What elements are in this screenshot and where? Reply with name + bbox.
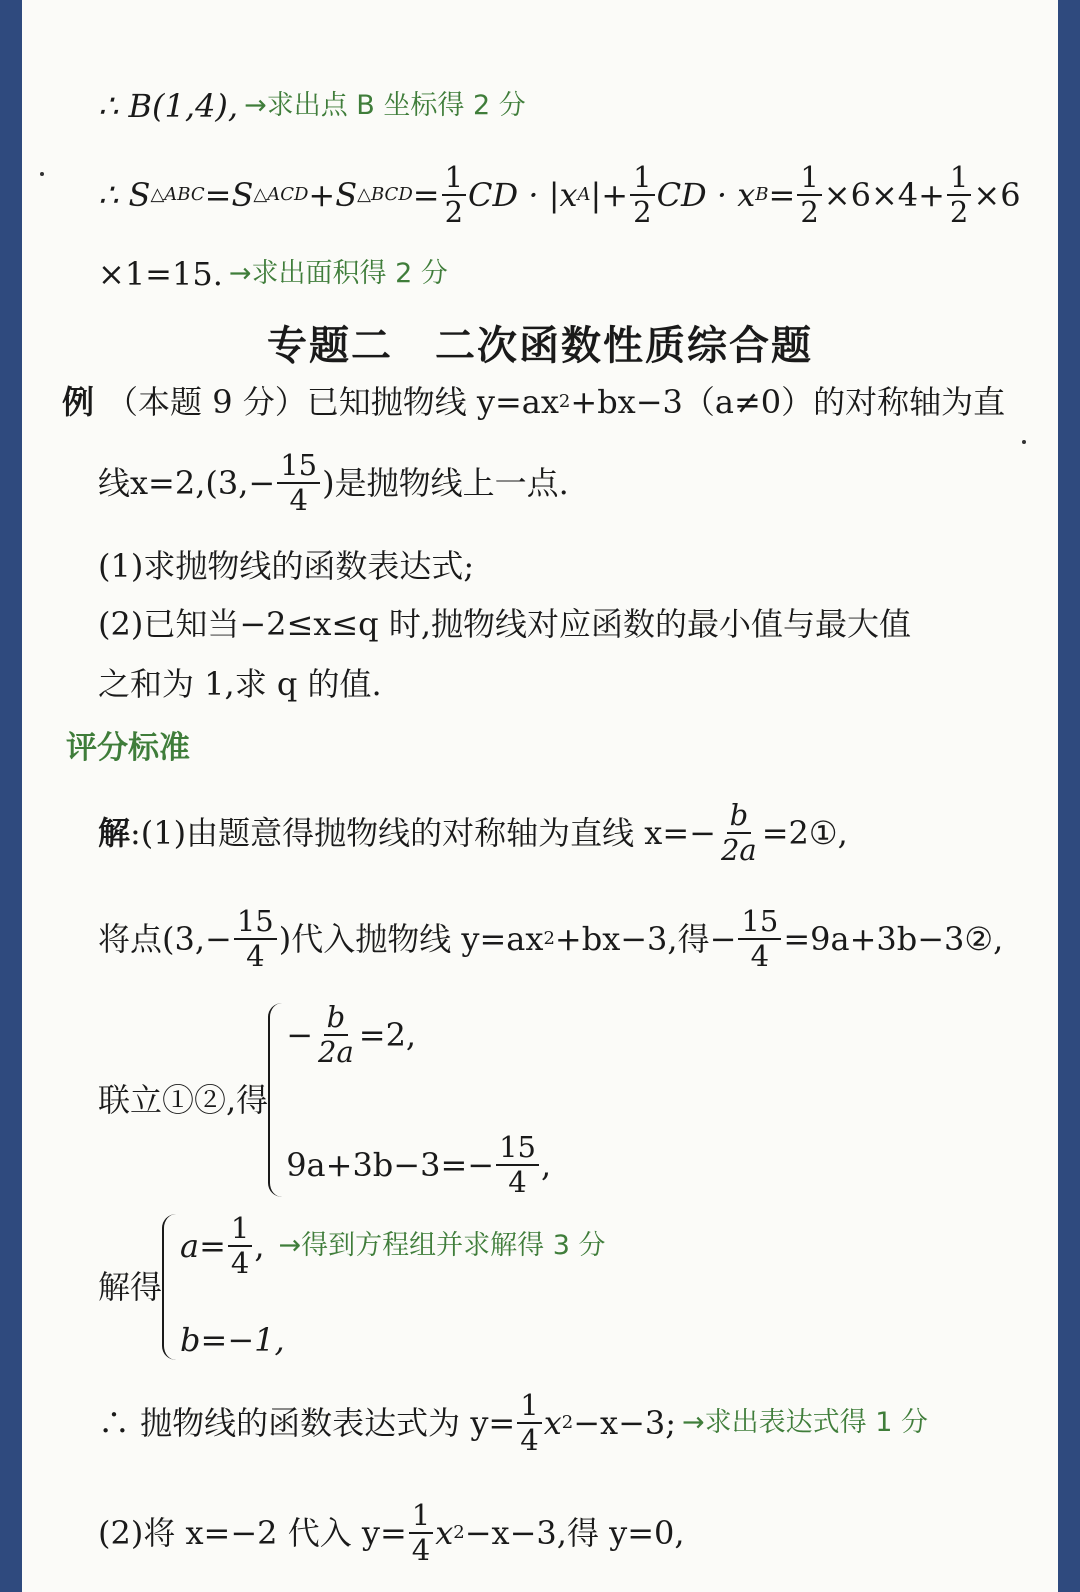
solution-line-area <box>98 152 1021 238</box>
solution-text: =9a+3b−3②, <box>783 920 1004 958</box>
subscript: A <box>577 184 591 205</box>
document-page <box>22 0 1058 1592</box>
question-text: 之和为 1,求 q 的值. <box>98 665 382 703</box>
example-line-1 <box>62 382 1005 422</box>
solution-text: +bx−3,得− <box>554 920 737 958</box>
solution-step-2 <box>98 896 1003 982</box>
score-note: →求出面积得 2 分 <box>228 258 448 289</box>
math-text: x <box>543 1404 562 1442</box>
fraction-numerator: 1 <box>228 1214 252 1247</box>
fraction-denominator: 2 <box>444 195 464 229</box>
math-text: =S <box>204 176 254 214</box>
math-text: = <box>412 176 440 214</box>
fraction-numerator: 1 <box>630 163 654 196</box>
math-text: b=−1, <box>180 1321 285 1359</box>
solution-step-1 <box>98 790 848 876</box>
fraction-denominator: 4 <box>508 1165 527 1199</box>
fraction <box>517 1388 541 1457</box>
score-note: →得到方程组并求解得 3 分 <box>278 1230 606 1261</box>
fraction <box>738 904 781 973</box>
solution-line-area-result <box>98 254 448 294</box>
superscript: 2 <box>561 1412 574 1433</box>
fraction <box>630 160 654 229</box>
question-2-line-1 <box>98 604 911 644</box>
math-text: |+ <box>590 176 629 214</box>
fraction <box>797 160 821 229</box>
fraction-denominator: 4 <box>246 939 265 973</box>
fraction-numerator: 1 <box>409 1501 433 1534</box>
solution-rows <box>180 1211 606 1360</box>
fraction-numerator: 1 <box>947 163 971 196</box>
solution-text: :(1)由题意得抛物线的对称轴为直线 x=− <box>130 814 716 852</box>
speck-mark <box>1022 440 1026 444</box>
math-text: ∴ S <box>98 176 151 214</box>
example-text: )是抛物线上一点. <box>322 464 569 502</box>
solution-text: =2①, <box>761 814 848 852</box>
fraction <box>315 1000 357 1069</box>
fraction-numerator: 15 <box>496 1133 539 1166</box>
solution-row <box>180 1320 605 1360</box>
question-text: (2)已知当−2≤x≤q 时,抛物线对应函数的最小值与最大值 <box>98 605 912 643</box>
fraction <box>496 1130 539 1199</box>
equation-system <box>268 1000 552 1199</box>
math-text: CD · x <box>656 176 756 214</box>
math-text: ×1=15. <box>98 255 223 293</box>
solution-text: 联立①②,得 <box>98 1081 269 1119</box>
fraction-numerator: 1 <box>797 163 821 196</box>
solution-step-5 <box>98 1380 928 1466</box>
question-2-line-2 <box>98 664 382 704</box>
math-text: x <box>435 1514 454 1552</box>
math-text: a= <box>180 1227 226 1265</box>
speck-mark <box>40 172 44 176</box>
solution-step-4 <box>98 1212 606 1362</box>
score-note: →求出表达式得 1 分 <box>682 1407 928 1438</box>
example-line-2 <box>98 440 569 526</box>
subscript: B <box>755 184 769 205</box>
solution-text: ∴ 抛物线的函数表达式为 y= <box>98 1404 516 1442</box>
fraction-numerator: 15 <box>234 907 277 940</box>
fraction-numerator: 15 <box>277 451 320 484</box>
math-text: ∴ B(1,4), <box>98 87 239 125</box>
fraction-numerator: 1 <box>442 163 466 196</box>
fraction <box>228 1211 252 1280</box>
fraction-denominator: 2a <box>720 833 757 867</box>
fraction <box>442 160 466 229</box>
score-note: →求出点 B 坐标得 2 分 <box>244 90 526 121</box>
example-text: （本题 9 分）已知抛物线 y=ax <box>106 383 559 421</box>
superscript: 2 <box>453 1522 465 1543</box>
solution-text: 解得 <box>98 1268 163 1306</box>
subscript: △ACD <box>253 184 309 205</box>
question-1 <box>98 546 474 586</box>
example-text: +bx−3（a≠0）的对称轴为直 <box>570 383 1006 421</box>
equation-rows <box>286 1000 552 1199</box>
math-text: =2, <box>358 1016 417 1054</box>
fraction-denominator: 2 <box>800 195 819 229</box>
solution-line-b-coordinate <box>98 86 526 126</box>
solution-text: 将点(3,− <box>98 920 232 958</box>
fraction-denominator: 2a <box>318 1035 354 1069</box>
fraction-numerator: 1 <box>517 1391 541 1424</box>
left-brace-icon <box>162 1214 178 1360</box>
fraction <box>277 448 320 517</box>
solution-text: (2)将 x=−2 代入 y= <box>98 1514 407 1552</box>
fraction-numerator: b <box>727 801 752 834</box>
example-text: 线x=2,(3,− <box>98 464 276 502</box>
superscript: 2 <box>543 928 555 949</box>
fraction-denominator: 2 <box>949 195 969 229</box>
superscript: 2 <box>558 391 571 412</box>
math-text: = <box>768 176 796 214</box>
solution-step-6 <box>98 1490 685 1576</box>
fraction <box>409 1498 433 1567</box>
fraction-numerator: 15 <box>738 907 781 940</box>
fraction-denominator: 4 <box>520 1423 539 1457</box>
math-text: CD · |x <box>468 176 578 214</box>
fraction-denominator: 4 <box>289 483 308 517</box>
math-text: ×6×4+ <box>823 176 945 214</box>
scoring-section-title: 评分标准 <box>66 730 190 766</box>
subscript: △BCD <box>357 184 413 205</box>
fraction-numerator: b <box>324 1003 349 1036</box>
math-text: −x−3,得 y=0, <box>464 1514 685 1552</box>
solution-text: )代入抛物线 y=ax <box>278 920 544 958</box>
equation-row <box>286 1130 552 1199</box>
solution-step-3 <box>98 1000 551 1200</box>
math-text: +S <box>308 176 358 214</box>
equation-row <box>286 1000 551 1069</box>
subscript: △ABC <box>150 184 205 205</box>
math-text: , <box>540 1146 552 1184</box>
left-brace-icon <box>268 1003 284 1197</box>
math-text: − <box>286 1016 313 1054</box>
fraction <box>718 798 760 867</box>
math-text: 9a+3b−3=− <box>286 1146 495 1184</box>
topic-heading: 专题二 二次函数性质综合题 <box>267 323 813 369</box>
math-text: , <box>254 1227 265 1265</box>
fraction <box>234 904 277 973</box>
math-text: −x−3; <box>573 1404 677 1442</box>
fraction <box>947 160 971 229</box>
solution-row <box>180 1211 606 1280</box>
example-label: 例 <box>62 383 95 421</box>
solution-label: 解 <box>98 814 131 852</box>
fraction-denominator: 4 <box>230 1246 250 1280</box>
question-text: (1)求抛物线的函数表达式; <box>98 547 475 585</box>
math-text: ×6 <box>973 176 1021 214</box>
fraction-denominator: 4 <box>411 1533 431 1567</box>
solution-system <box>162 1211 606 1360</box>
fraction-denominator: 4 <box>750 939 770 973</box>
fraction-denominator: 2 <box>633 195 652 229</box>
